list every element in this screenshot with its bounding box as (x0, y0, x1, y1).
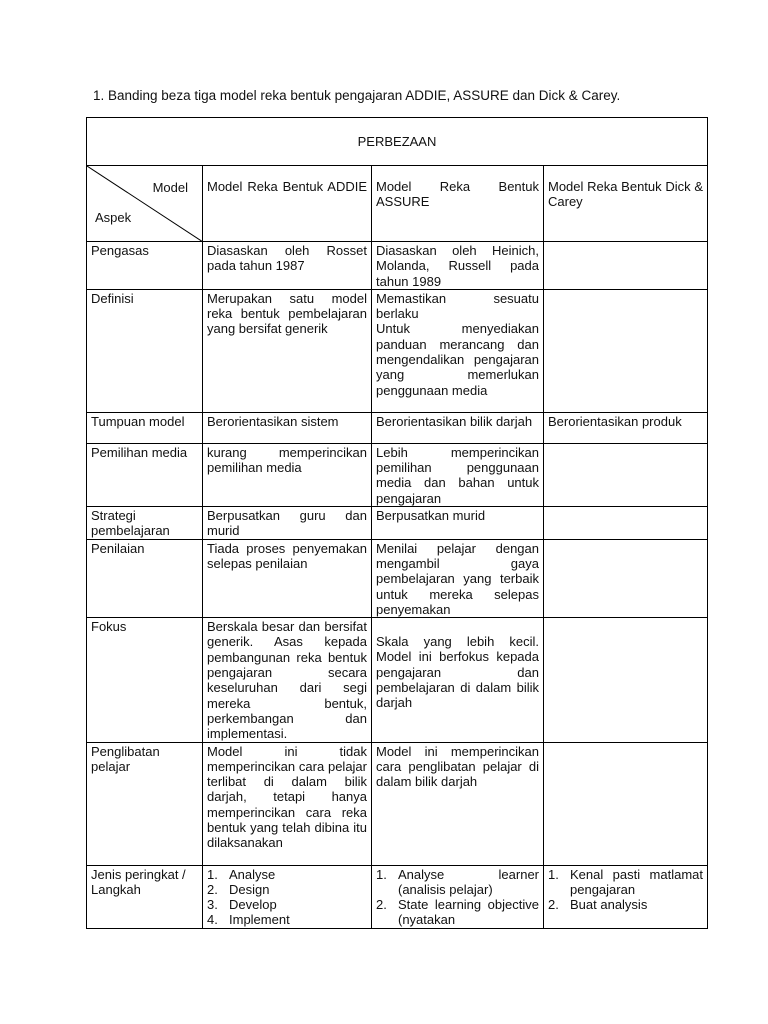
table-row (87, 507, 708, 540)
step-item (207, 867, 367, 882)
step-item (207, 897, 367, 912)
step-item (376, 867, 539, 898)
comparison-table (86, 117, 708, 929)
dick-carey-cell (544, 443, 708, 506)
assure-cell: Diasaskan oleh Heinich, Molanda, Russell pada tahun 1989 (372, 242, 544, 290)
step-text: Buat analysis (570, 897, 648, 913)
dick-carey-cell (544, 507, 708, 540)
table-row (87, 539, 708, 617)
addie-cell: Tiada proses penyemakan selepas penilaian (203, 539, 372, 617)
table-row (87, 618, 708, 742)
aspek-cell: Pengasas (87, 242, 203, 290)
addie-cell: Berpusatkan guru dan murid (203, 507, 372, 540)
dick-carey-cell (544, 618, 708, 742)
table-row (87, 289, 708, 412)
step-text: Design (229, 881, 270, 897)
table-row (87, 443, 708, 506)
table-title: PERBEZAAN (87, 118, 708, 166)
header-addie: Model Reka Bentuk ADDIE (203, 166, 372, 242)
addie-cell: kurang memperincikan pemilihan media (203, 443, 372, 506)
header-assure: Model Reka Bentuk ASSURE (372, 166, 544, 242)
step-text: Analyse (229, 866, 276, 882)
step-item (207, 912, 367, 927)
step-item (548, 867, 703, 898)
dick-carey-cell (544, 539, 708, 617)
step-number: 1. (207, 866, 218, 882)
step-number: 3. (207, 897, 218, 913)
assure-cell: Berorientasikan bilik darjah (372, 412, 544, 443)
table-row (87, 242, 708, 290)
table-row (87, 412, 708, 443)
steps-dick-carey (544, 865, 708, 928)
dick-carey-cell (544, 242, 708, 290)
aspek-cell: Strategi pembelajaran (87, 507, 203, 540)
step-text: Implement (229, 912, 290, 928)
assure-cell: Skala yang lebih kecil. Model ini berfokus kepada pengajaran dan pembelajaran di dalam bilik darjah (372, 618, 544, 742)
assure-cell: Berpusatkan murid (372, 507, 544, 540)
assure-cell: Menilai pelajar dengan mengambil gaya pembelajaran yang terbaik untuk mereka selepas penyemakan (372, 539, 544, 617)
addie-cell: Berskala besar dan bersifat generik. Asas kepada pembangunan reka bentuk pengajaran secara keseluruhan dari segi mereka bentuk, perkembangan dan implementasi. (203, 618, 372, 742)
aspek-cell: Definisi (87, 289, 203, 412)
steps-assure (372, 865, 544, 928)
step-number: 2. (548, 897, 559, 913)
step-text: State learning objective (nyatakan (398, 897, 539, 928)
addie-cell: Berorientasikan sistem (203, 412, 372, 443)
assure-cell: Model ini memperincikan cara penglibatan pelajar di dalam bilik darjah (372, 742, 544, 865)
step-item (376, 897, 539, 928)
steps-addie (203, 865, 372, 928)
dick-carey-cell: Berorientasikan produk (544, 412, 708, 443)
step-number: 1. (376, 866, 387, 882)
question-heading: 1. Banding beza tiga model reka bentuk pengajaran ADDIE, ASSURE dan Dick & Carey. (93, 88, 621, 103)
aspek-cell: Fokus (87, 618, 203, 742)
step-item (548, 897, 703, 912)
title-row (87, 118, 708, 166)
table-row (87, 742, 708, 865)
aspek-cell: Jenis peringkat / Langkah (87, 865, 203, 928)
header-dick-carey: Model Reka Bentuk Dick & Carey (544, 166, 708, 242)
aspek-cell: Tumpuan model (87, 412, 203, 443)
step-number: 2. (376, 897, 387, 913)
corner-model-label: Model (152, 180, 188, 195)
step-number: 2. (207, 881, 218, 897)
diagonal-divider (87, 166, 203, 242)
aspek-cell: Penglibatan pelajar (87, 742, 203, 865)
dick-carey-cell (544, 742, 708, 865)
corner-aspek-label: Aspek (95, 210, 132, 225)
addie-cell: Diasaskan oleh Rosset pada tahun 1987 (203, 242, 372, 290)
header-row (87, 166, 708, 242)
step-text: Kenal pasti matlamat pengajaran (570, 866, 703, 897)
corner-cell (87, 166, 203, 242)
aspek-cell: Penilaian (87, 539, 203, 617)
assure-cell: Lebih memperincikan pemilihan penggunaan media dan bahan untuk pengajaran (372, 443, 544, 506)
table-row-steps (87, 865, 708, 928)
addie-cell: Model ini tidak memperincikan cara pelajar terlibat di dalam bilik darjah, tetapi hanya memperincikan cara reka bentuk yang telah dibina itu dilaksanakan (203, 742, 372, 865)
dick-carey-cell (544, 289, 708, 412)
step-number: 4. (207, 912, 218, 928)
assure-cell: Memastikan sesuatu berlaku Untuk menyediakan panduan merancang dan mengendalikan pengajaran yang memerlukan penggunaan media (372, 289, 544, 412)
step-item (207, 882, 367, 897)
step-text: Develop (229, 897, 277, 913)
step-text: Analyse learner (analisis pelajar) (398, 866, 539, 897)
aspek-cell: Pemilihan media (87, 443, 203, 506)
step-number: 1. (548, 866, 559, 882)
addie-cell: Merupakan satu model reka bentuk pembelajaran yang bersifat generik (203, 289, 372, 412)
